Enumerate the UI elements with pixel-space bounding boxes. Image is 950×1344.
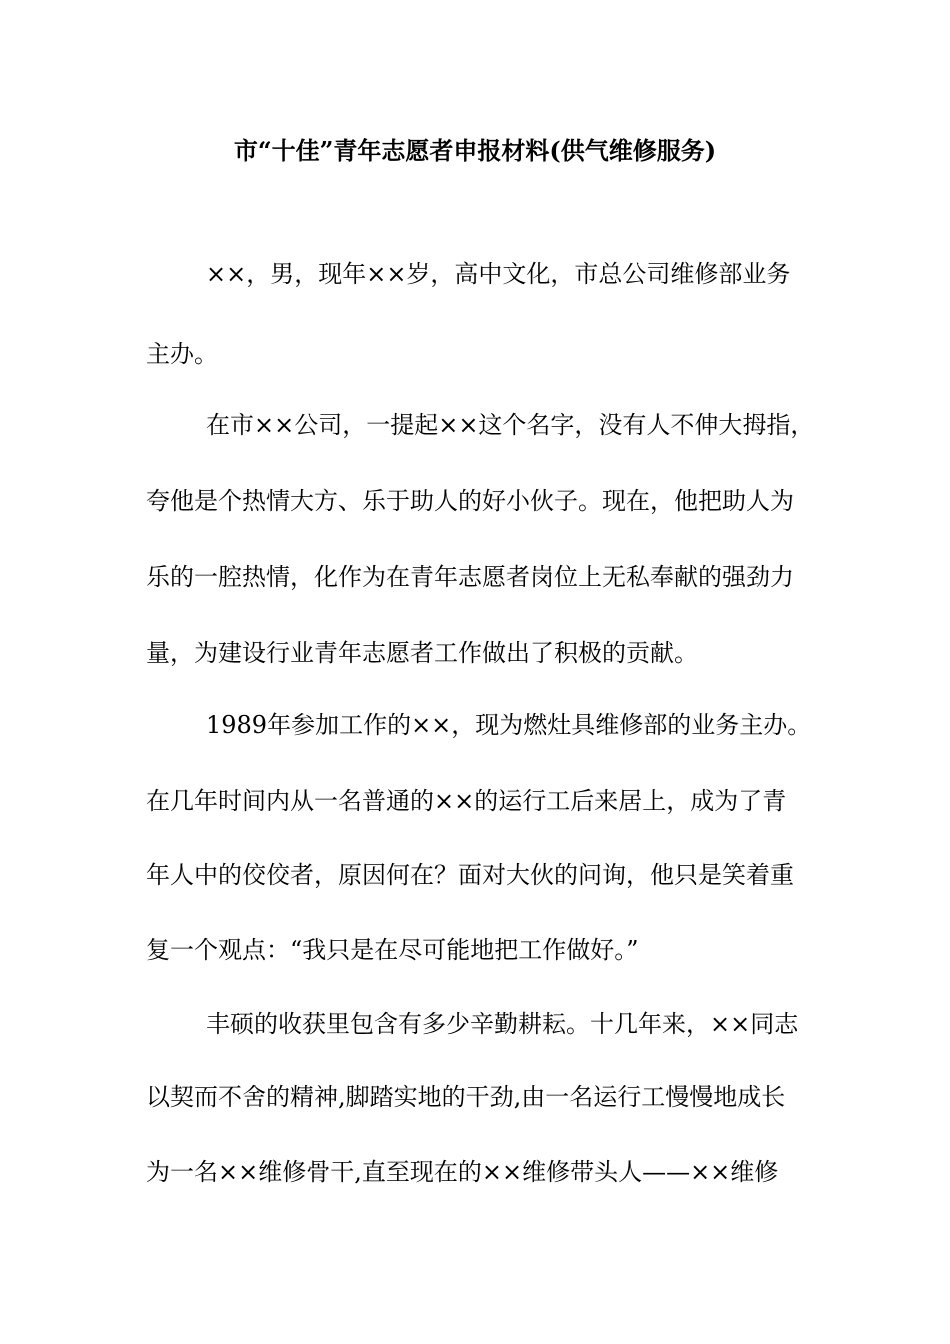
paragraph-2-line-2: 夸他是个热情大方、乐于助人的好小伙子。现在，他把助人为 (146, 487, 794, 515)
paragraph-3-line-4: 复一个观点：“我只是在尽可能地把工作做好。” (146, 936, 639, 964)
paragraph-4-line-2: 以契而不舍的精神,脚踏实地的干劲,由一名运行工慢慢地成长 (146, 1083, 786, 1111)
paragraph-2-line-4: 量，为建设行业青年志愿者工作做出了积极的贡献。 (146, 639, 698, 667)
paragraph-3-line-3: 年人中的佼佼者，原因何在？面对大伙的问询，他只是笑着重 (146, 861, 794, 889)
paragraph-1-line-1: ××，男，现年××岁，高中文化，市总公司维修部业务 (206, 260, 791, 288)
paragraph-4-line-3: 为一名××维修骨干,直至现在的××维修带头人——××维修 (146, 1158, 779, 1186)
paragraph-3-line-2: 在几年时间内从一名普通的××的运行工后来居上，成为了青 (146, 787, 787, 815)
paragraph-2-line-1: 在市××公司，一提起××这个名字，没有人不伸大拇指， (206, 411, 815, 439)
paragraph-2-line-3: 乐的一腔热情，化作为在青年志愿者岗位上无私奉献的强劲力 (146, 563, 794, 591)
document-title: 市“十佳”青年志愿者申报材料(供气维修服务) (233, 136, 717, 165)
paragraph-3-line-1: 1989年参加工作的××，现为燃灶具维修部的业务主办。 (206, 711, 812, 739)
paragraph-1-line-2: 主办。 (146, 340, 218, 368)
paragraph-4-line-1: 丰硕的收获里包含有多少辛勤耕耘。十几年来，××同志 (206, 1010, 799, 1038)
